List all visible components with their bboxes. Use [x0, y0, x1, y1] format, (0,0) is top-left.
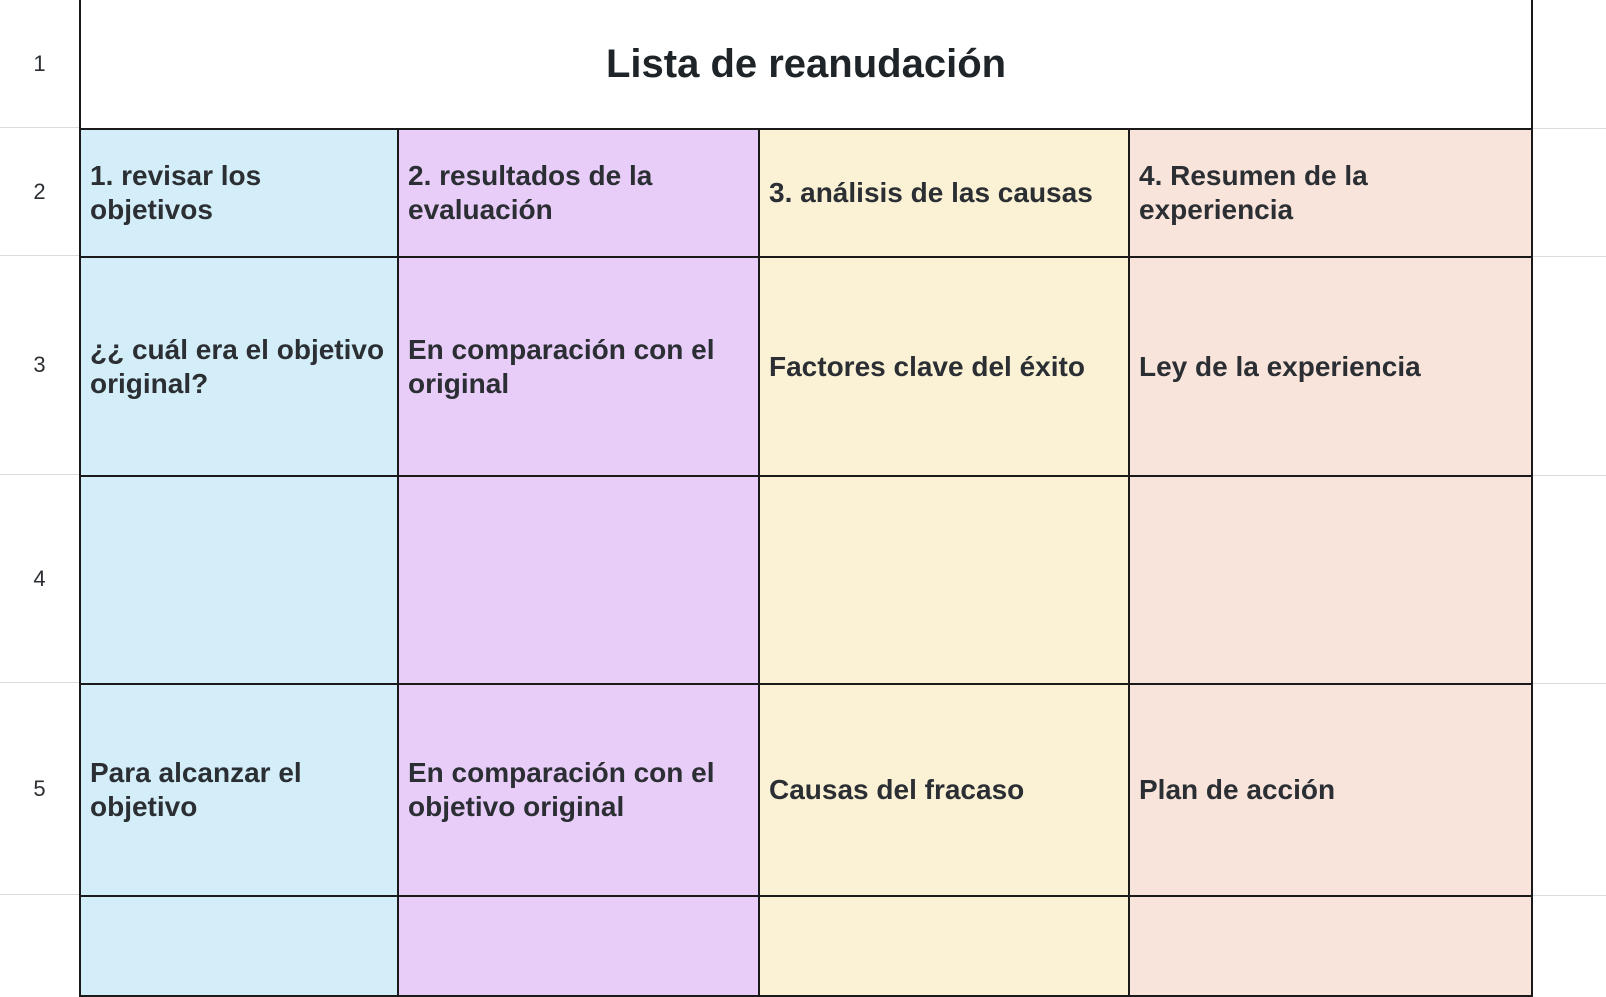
cell-text: En comparación con el original [408, 333, 715, 399]
title-cell[interactable] [80, 0, 1532, 129]
table-row [80, 257, 1532, 476]
table-row [80, 0, 1532, 129]
cell-text: 4. Resumen de la experiencia [1139, 160, 1368, 225]
header-cell-objectives[interactable] [80, 129, 398, 257]
cell[interactable] [1129, 684, 1532, 896]
header-cell-summary[interactable] [1129, 129, 1532, 257]
cell-text: En comparación con el objetivo original [408, 757, 715, 822]
row-header-5[interactable] [0, 683, 79, 895]
header-cell-results[interactable] [398, 129, 759, 257]
table-row [80, 896, 1532, 996]
cell-text: Para alcanzar el objetivo [90, 757, 302, 822]
row-header-2[interactable] [0, 128, 79, 256]
cell[interactable] [1129, 257, 1532, 476]
row-header-6[interactable] [0, 895, 79, 976]
gridline [1530, 128, 1606, 129]
row-header-3[interactable] [0, 256, 79, 475]
cell[interactable] [759, 257, 1129, 476]
cell[interactable] [398, 476, 759, 684]
cell[interactable] [80, 896, 398, 996]
row-header-4[interactable] [0, 475, 79, 683]
gridline [1530, 475, 1606, 476]
table-row [80, 129, 1532, 257]
table-row [80, 476, 1532, 684]
cell-text: 1. revisar los objetivos [90, 160, 262, 225]
row-number: 1 [33, 50, 46, 76]
cell[interactable] [1129, 896, 1532, 996]
cell[interactable] [1129, 476, 1532, 684]
cell-text: 2. resultados de la evaluación [408, 160, 653, 225]
cell[interactable] [80, 684, 398, 896]
header-cell-causes[interactable] [759, 129, 1129, 257]
cell-text: Plan de acción [1139, 774, 1336, 805]
cell[interactable] [759, 684, 1129, 896]
row-number: 5 [33, 775, 46, 801]
cell-text: Causas del fracaso [769, 774, 1025, 805]
cell[interactable] [80, 476, 398, 684]
cell-text: ¿¿ cuál era el objetivo original? [90, 333, 385, 399]
cell[interactable] [759, 896, 1129, 996]
cell[interactable] [759, 476, 1129, 684]
spreadsheet-table [79, 0, 1533, 997]
gridline [1530, 256, 1606, 257]
cell-text: 3. análisis de las causas [769, 177, 1093, 208]
row-number: 3 [33, 352, 46, 377]
gridline [1530, 895, 1606, 896]
cell-text: Factores clave del éxito [769, 350, 1085, 382]
page-title: Lista de reanudación [605, 42, 1007, 86]
cell[interactable] [398, 896, 759, 996]
table-row [80, 684, 1532, 896]
cell-text: Ley de la experiencia [1139, 350, 1421, 382]
cell[interactable] [80, 257, 398, 476]
row-number: 4 [33, 565, 46, 591]
row-number: 2 [33, 178, 46, 204]
gridline [1530, 683, 1606, 684]
cell[interactable] [398, 684, 759, 896]
cell[interactable] [398, 257, 759, 476]
row-header-1[interactable] [0, 0, 79, 128]
